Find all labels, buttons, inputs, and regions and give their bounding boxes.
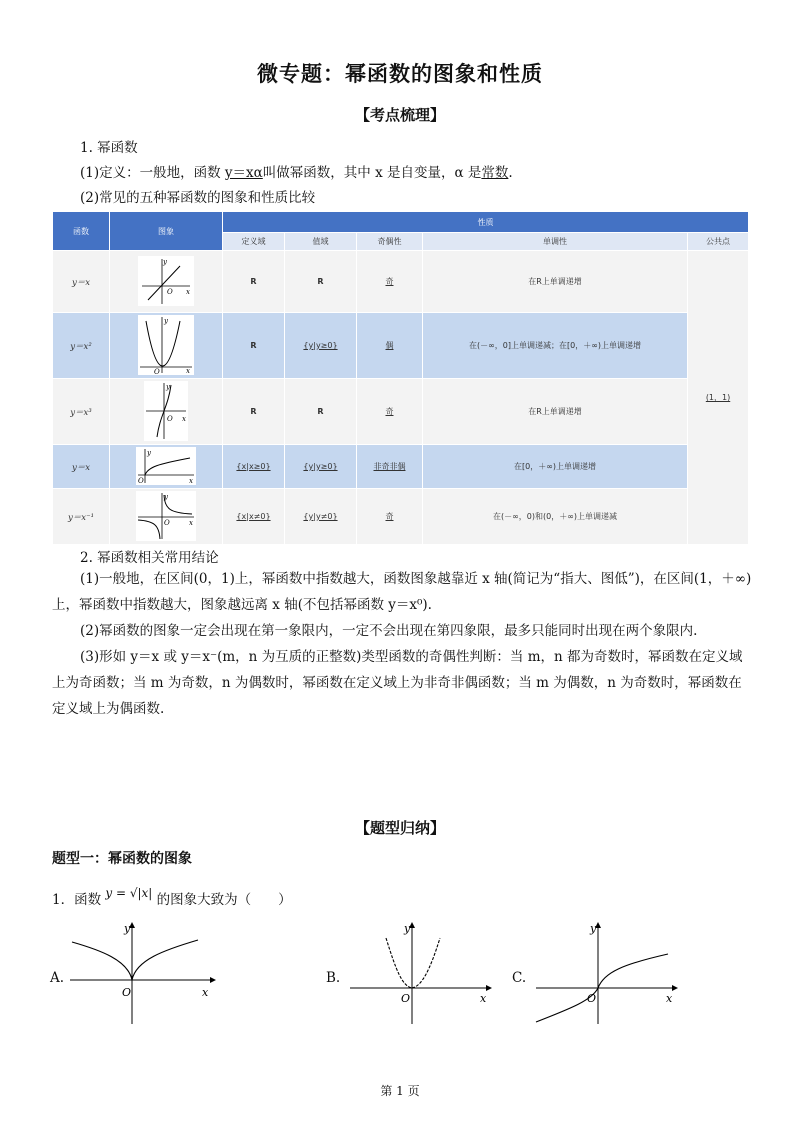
axis-y-label: y (147, 448, 151, 457)
item1-2-line: (2)常见的五种幂函数的图象和性质比较 (80, 190, 316, 206)
function-cell: y＝x³ (53, 379, 110, 445)
table-row (53, 445, 749, 489)
axis-y-label: y (124, 922, 131, 935)
origin-label: O (154, 367, 160, 375)
conclusion-1-text: (1)一般地，在区间(0，1)上，幂函数中指数越大，函数图象越靠近 x 轴(简记为“指大、图低”)，在区间(1，＋∞)上，幂函数中指数越大，图象越远离 x 轴(不包括幂函数 y＝x⁰). (52, 571, 752, 613)
option-a-label[interactable]: A. (50, 970, 65, 986)
header-graph: 图象 (110, 212, 223, 251)
question-1-prefix: 1．函数 (52, 892, 102, 908)
conclusion-paragraph-1 (52, 566, 752, 618)
range-cell: {y|y≥0} (285, 313, 357, 379)
question-1-suffix: 的图象大致为（ ） (156, 892, 292, 908)
question-1 (52, 888, 292, 908)
axis-y-label: y (164, 316, 168, 325)
axis-x-label: x (186, 366, 190, 375)
conclusion-2-text: (2)幂函数的图象一定会出现在第一象限内，一定不会出现在第四象限，最多只能同时出现在两个象限内. (80, 623, 698, 639)
monotonicity-cell: 在[0，＋∞)上单调递增 (423, 445, 688, 489)
graph-y-eq-x (138, 256, 194, 306)
origin-label: O (401, 992, 411, 1005)
axis-x-label: x (189, 518, 193, 527)
graph-y-eq-x-squared (138, 315, 194, 375)
option-c-label[interactable]: C. (512, 970, 527, 986)
domain-cell: R (223, 251, 285, 313)
range-cell: {y|y≥0} (285, 445, 357, 489)
axis-y-label: y (590, 922, 597, 935)
parity-cell: 奇 (357, 251, 423, 313)
item2-heading: 2. 幂函数相关常用结论 (80, 550, 219, 566)
header-function: 函数 (53, 212, 110, 251)
definition-constant: 常数 (481, 165, 509, 181)
parity-cell: 非奇非偶 (357, 445, 423, 489)
range-cell: {y|y≠0} (285, 489, 357, 545)
option-b-label[interactable]: B. (326, 970, 341, 986)
domain-cell: {x|x≠0} (223, 489, 285, 545)
conclusion-3-text: (3)形如 y＝x 或 y＝x⁻(m，n 为互质的正整数)类型函数的奇偶性判断：当 m，n 都为奇数时，幂函数在定义域上为奇函数；当 m 为奇数，n 为偶数时，幂函数在定义域上为非奇非偶函数；当 m 为偶数，n 为奇数时，幂函数在定义域上为偶函数. (52, 649, 743, 717)
definition-line (80, 161, 513, 181)
axis-x-label: x (480, 992, 487, 1005)
graph-y-eq-sqrt-x (136, 447, 196, 485)
monotonicity-cell: 在(－∞，0]上单调递减；在[0，＋∞)上单调递增 (423, 313, 688, 379)
item1-heading: 1. 幂函数 (80, 140, 138, 156)
header-parity: 奇偶性 (357, 233, 423, 251)
header-common-point: 公共点 (688, 233, 749, 251)
axis-x-label: x (186, 287, 190, 296)
parity-cell: 奇 (357, 379, 423, 445)
definition-prefix: (1)定义：一般地，函数 (80, 165, 225, 181)
axis-x-label: x (189, 476, 193, 485)
range-cell: R (285, 251, 357, 313)
option-c-graph[interactable] (532, 920, 682, 1028)
question-type-heading: 题型一：幂函数的图象 (52, 851, 192, 867)
function-cell: y＝x (53, 251, 110, 313)
axis-x-label: x (202, 986, 209, 999)
table-row (53, 379, 749, 445)
conclusion-paragraph-2 (52, 618, 752, 644)
parity-cell: 偶 (357, 313, 423, 379)
definition-end: . (508, 165, 513, 181)
range-cell: R (285, 379, 357, 445)
parity-cell: 奇 (357, 489, 423, 545)
section-heading-knowledge: 【考点梳理】 (354, 106, 445, 124)
page-footer: 第 1 页 (380, 1084, 420, 1098)
origin-label: O (167, 414, 173, 423)
domain-cell: R (223, 379, 285, 445)
graph-cell (110, 379, 223, 445)
conclusion-paragraph-3 (52, 644, 752, 722)
graph-y-eq-x-cubed (144, 381, 188, 441)
table-row (53, 251, 749, 313)
function-cell: y＝x⁻¹ (53, 489, 110, 545)
monotonicity-cell: 在R上单调递增 (423, 379, 688, 445)
header-monotonicity: 单调性 (423, 233, 688, 251)
function-cell: y＝x (53, 445, 110, 489)
axis-y-label: y (404, 922, 411, 935)
monotonicity-cell: 在(－∞，0)和(0，＋∞)上单调递减 (423, 489, 688, 545)
graph-y-eq-x-inverse (136, 491, 196, 541)
graph-cell (110, 251, 223, 313)
origin-label: O (164, 518, 170, 527)
origin-label: O (587, 992, 597, 1005)
table-row (53, 489, 749, 545)
axis-x-label: x (182, 414, 186, 423)
origin-label: O (138, 476, 144, 485)
common-point-cell: (1，1) (688, 251, 749, 545)
graph-cell (110, 313, 223, 379)
option-b-graph[interactable] (346, 920, 496, 1028)
graph-cell (110, 489, 223, 545)
header-properties: 性质 (223, 212, 749, 233)
question-1-expression: y = √|x| (105, 886, 153, 900)
function-cell: y＝x² (53, 313, 110, 379)
definition-function: y＝xα (224, 165, 263, 181)
header-domain: 定义域 (223, 233, 285, 251)
definition-middle: 叫做幂函数，其中 x 是自变量，α 是 (262, 165, 482, 181)
origin-label: O (122, 986, 132, 999)
origin-label: O (167, 287, 173, 296)
domain-cell: R (223, 313, 285, 379)
axis-y-label: y (163, 257, 167, 266)
domain-cell: {x|x≥0} (223, 445, 285, 489)
graph-cell (110, 445, 223, 489)
page-title: 微专题：幂函数的图象和性质 (257, 62, 543, 86)
header-range: 值域 (285, 233, 357, 251)
axis-y-label: y (166, 382, 170, 391)
monotonicity-cell: 在R上单调递增 (423, 251, 688, 313)
option-a-graph[interactable] (70, 920, 220, 1028)
table-row (53, 313, 749, 379)
power-function-table (52, 211, 749, 545)
axis-x-label: x (666, 992, 673, 1005)
section-heading-question-types: 【题型归纳】 (354, 819, 445, 837)
axis-y-label: y (164, 492, 168, 501)
